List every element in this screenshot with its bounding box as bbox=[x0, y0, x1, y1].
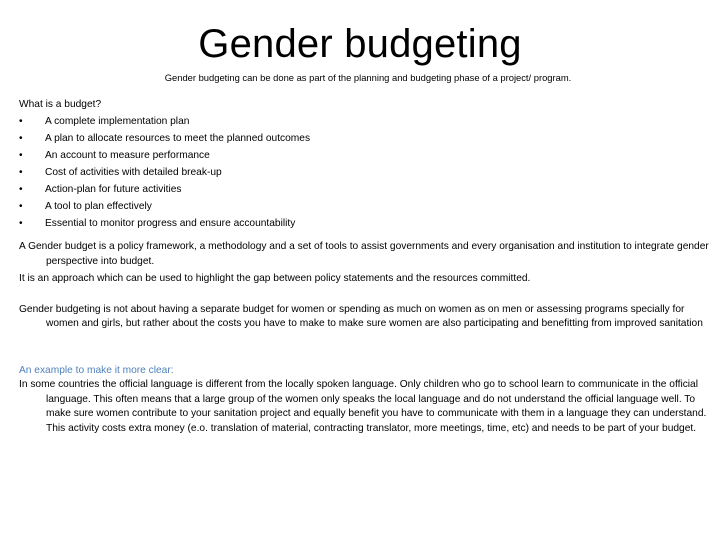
spacer bbox=[19, 287, 711, 303]
bullet-text: A tool to plan effectively bbox=[45, 201, 152, 212]
spacer bbox=[19, 232, 711, 240]
slide-title: Gender budgeting bbox=[198, 22, 522, 66]
bullet-icon: • bbox=[19, 201, 23, 212]
bullet-item bbox=[19, 198, 711, 215]
bullet-icon: • bbox=[19, 218, 23, 229]
spacer bbox=[19, 348, 711, 364]
bullet-icon: • bbox=[19, 150, 23, 161]
bullet-item bbox=[19, 181, 711, 198]
bullet-text: Action-plan for future activities bbox=[45, 184, 182, 195]
gender-budget-clarification: Gender budgeting is not about having a separate budget for women or spending as much on women as on men or assessing programs specially for women and girls, but rather about the costs you have to make to make sure women are also participating and benefitting from improved sanitation bbox=[19, 303, 703, 329]
spacer bbox=[19, 332, 711, 348]
budget-bullet-list bbox=[19, 113, 711, 232]
slide-body bbox=[19, 96, 711, 436]
bullet-item bbox=[19, 113, 711, 130]
bullet-item bbox=[19, 215, 711, 232]
bullet-icon: • bbox=[19, 116, 23, 127]
gender-budget-definition: A Gender budget is a policy framework, a methodology and a set of tools to assist governments and every organisation and institution to integrate gender perspective into budget. bbox=[19, 241, 709, 267]
bullet-item bbox=[19, 147, 711, 164]
bullet-text: A complete implementation plan bbox=[45, 116, 190, 127]
bullet-text: A plan to allocate resources to meet the planned outcomes bbox=[45, 133, 311, 144]
bullet-icon: • bbox=[19, 133, 23, 144]
example-text: In some countries the official language is different from the locally spoken language. Only children who go to school learn to communicate in the official language. This often means that a large group of the women only speaks the local language and do not understand the official language well. To make sure women contribute to your sanitation project and equally benefit you have to communicate with them in a language they can understand. This activity costs extra money (e.o. translation of material, contracting translator, more meetings, time, etc) and needs to be part of your budget. bbox=[19, 379, 707, 434]
bullet-text: Essential to monitor progress and ensure accountability bbox=[45, 218, 296, 229]
bullet-item bbox=[19, 164, 711, 181]
gender-budget-approach: It is an approach which can be used to highlight the gap between policy statements and the resources committed. bbox=[19, 273, 531, 284]
bullet-icon: • bbox=[19, 167, 23, 178]
budget-question: What is a budget? bbox=[19, 99, 102, 110]
bullet-text: Cost of activities with detailed break-up bbox=[45, 167, 222, 178]
bullet-text: An account to measure performance bbox=[45, 150, 210, 161]
bullet-icon: • bbox=[19, 184, 23, 195]
bullet-item bbox=[19, 130, 711, 147]
slide-subtitle: Gender budgeting can be done as part of the planning and budgeting phase of a project/ program. bbox=[164, 72, 572, 83]
example-heading: An example to make it more clear: bbox=[19, 364, 174, 376]
